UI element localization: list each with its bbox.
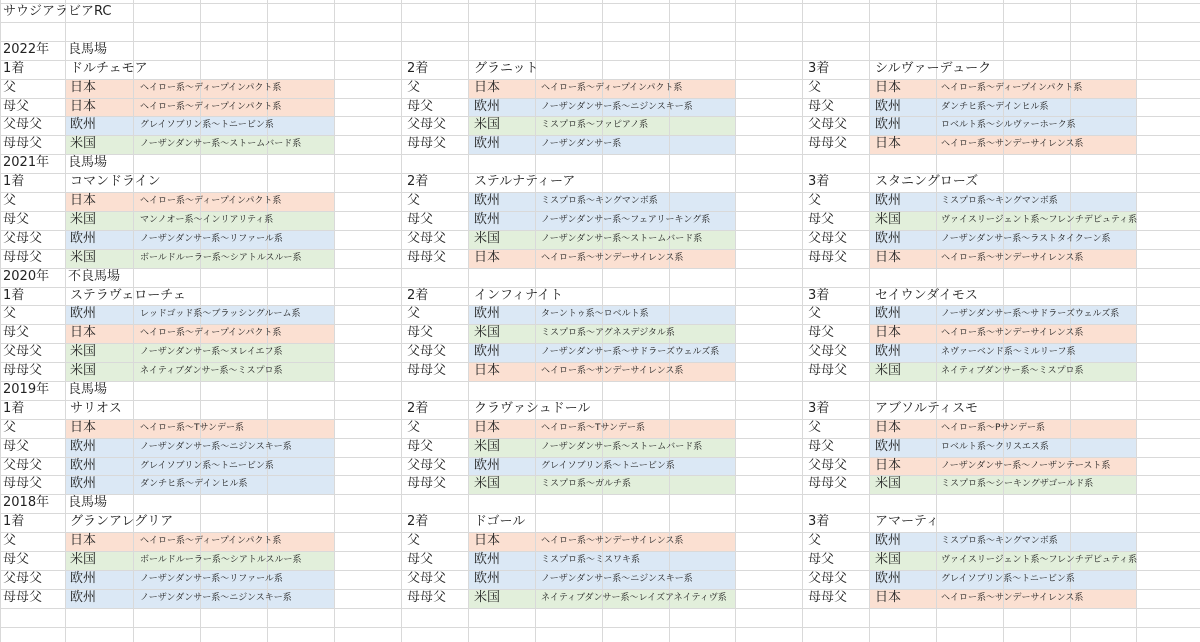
grid-row-line [0,513,1200,514]
region-cell[interactable]: 欧州 [70,231,97,246]
relation-cell[interactable]: 父 [3,420,17,435]
relation-cell[interactable]: 父 [407,193,421,208]
placing-cell[interactable]: 2着 [407,174,429,189]
grid-column-line [0,0,1,642]
sire-line-cell[interactable]: ヘイロー系〜Tサンデー系 [140,423,245,433]
sire-line-cell[interactable]: ダンチヒ系〜デインヒル系 [941,102,1049,112]
horse-name-cell[interactable]: グラニット [474,61,539,76]
horse-name-cell[interactable]: インフィナイト [474,288,564,303]
track-condition-cell[interactable]: 良馬場 [68,382,108,397]
relation-cell[interactable]: 父母父 [407,571,447,586]
grid-column-line [535,0,536,642]
sire-line-cell[interactable]: ノーザンダンサー系〜ニジンスキー系 [140,593,292,603]
relation-cell[interactable]: 母母父 [407,136,447,151]
sire-line-cell[interactable]: ネイティブダンサー系〜ミスプロ系 [941,366,1084,376]
relation-cell[interactable]: 母父 [808,212,835,227]
relation-cell[interactable]: 父 [3,193,17,208]
region-cell[interactable]: 米国 [70,136,97,151]
placing-cell[interactable]: 3着 [808,174,830,189]
relation-cell[interactable]: 父母父 [407,231,447,246]
track-condition-cell[interactable]: 良馬場 [68,495,108,510]
relation-cell[interactable]: 父 [407,420,421,435]
placing-cell[interactable]: 2着 [407,514,429,529]
sire-line-cell[interactable]: ヘイロー系〜サンデーサイレンス系 [941,139,1084,149]
sire-line-cell[interactable]: マンノオー系〜インリアリティ系 [140,215,274,225]
region-cell[interactable]: 米国 [474,231,501,246]
horse-name-cell[interactable]: ドゴール [474,514,526,529]
grid-row-line [0,22,1200,23]
region-cell[interactable]: 米国 [875,363,902,378]
sire-line-cell[interactable]: ミスプロ系〜キングマンボ系 [941,536,1058,546]
horse-name-cell[interactable]: クラヴァシュドール [474,401,591,416]
relation-cell[interactable]: 父母父 [3,231,43,246]
relation-cell[interactable]: 母父 [3,212,30,227]
sire-line-cell[interactable]: ヘイロー系〜ディープインパクト系 [140,83,282,93]
region-cell[interactable]: 欧州 [474,193,501,208]
placing-cell[interactable]: 3着 [808,514,830,529]
region-cell[interactable]: 米国 [474,117,501,132]
region-cell[interactable]: 日本 [474,363,501,378]
placing-cell[interactable]: 2着 [407,61,429,76]
sire-line-cell[interactable]: ヴァイスリージェント系〜フレンチデピュティ系 [941,215,1138,225]
relation-cell[interactable]: 母父 [407,325,434,340]
horse-name-cell[interactable]: シルヴァーデューク [875,61,992,76]
region-cell[interactable]: 日本 [70,325,97,340]
relation-cell[interactable]: 母父 [3,552,30,567]
sire-line-cell[interactable]: ボールドルーラー系〜シアトルスルー系 [140,555,302,565]
relation-cell[interactable]: 父母父 [3,344,43,359]
relation-cell[interactable]: 父 [808,306,822,321]
relation-cell[interactable]: 父母父 [407,458,447,473]
sire-line-cell[interactable]: ノーザンダンサー系〜ノーザンテースト系 [941,461,1111,471]
horse-name-cell[interactable]: コマンドライン [70,174,161,189]
sire-line-cell[interactable]: ノーザンダンサー系 [541,139,622,149]
sire-line-cell[interactable]: ヘイロー系〜サンデーサイレンス系 [541,253,684,263]
relation-cell[interactable]: 母父 [808,552,835,567]
horse-name-cell[interactable]: セイウンダイモス [875,288,978,303]
region-cell[interactable]: 日本 [70,99,97,114]
region-cell[interactable]: 日本 [70,193,97,208]
relation-cell[interactable]: 母父 [407,552,434,567]
sire-line-cell[interactable]: ミスプロ系〜ガルチ系 [541,479,632,489]
grid-row-line [0,3,1200,4]
relation-cell[interactable]: 母母父 [407,590,447,605]
sire-line-cell[interactable]: ヘイロー系〜ディープインパクト系 [541,83,683,93]
region-cell[interactable]: 欧州 [474,212,501,227]
relation-cell[interactable]: 母父 [808,325,835,340]
track-condition-cell[interactable]: 不良馬場 [68,269,121,284]
relation-cell[interactable]: 父 [808,193,822,208]
relation-cell[interactable]: 母母父 [3,590,43,605]
relation-cell[interactable]: 母母父 [808,476,848,491]
grid-row-line [0,268,1200,269]
placing-cell[interactable]: 2着 [407,288,429,303]
region-cell[interactable]: 欧州 [474,458,501,473]
region-cell[interactable]: 欧州 [70,306,97,321]
sire-line-cell[interactable]: ノーザンダンサー系〜フェアリーキング系 [541,215,711,225]
grid-column-line [802,0,803,642]
region-cell[interactable]: 欧州 [70,476,97,491]
year-cell[interactable]: 2018年 [3,495,50,510]
sire-line-cell[interactable]: ノーザンダンサー系〜リファール系 [140,234,283,244]
sire-line-cell[interactable]: ノーザンダンサー系〜サドラーズウェルズ系 [541,347,720,357]
grid-row-line [0,60,1200,61]
region-cell[interactable]: 欧州 [875,117,902,132]
relation-cell[interactable]: 母父 [407,439,434,454]
relation-cell[interactable]: 母母父 [3,476,43,491]
grid-row-line [0,608,1200,609]
region-cell[interactable]: 日本 [70,80,97,95]
region-cell[interactable]: 日本 [875,250,902,265]
horse-name-cell[interactable]: グランアレグリア [70,514,174,529]
region-cell[interactable]: 欧州 [70,117,97,132]
horse-name-cell[interactable]: スタニングローズ [875,174,979,189]
region-cell[interactable]: 米国 [70,344,97,359]
region-cell[interactable]: 日本 [474,533,501,548]
grid-column-line [735,0,736,642]
horse-name-cell[interactable]: ステルナティーア [474,174,576,189]
region-cell[interactable]: 欧州 [474,344,501,359]
relation-cell[interactable]: 父 [3,306,17,321]
region-cell[interactable]: 日本 [875,80,902,95]
relation-cell[interactable]: 母父 [3,439,30,454]
relation-cell[interactable]: 母父 [407,212,434,227]
region-cell[interactable]: 欧州 [875,193,902,208]
horse-name-cell[interactable]: アブソルティスモ [875,401,978,416]
sire-line-cell[interactable]: レッドゴッド系〜ブラッシングルーム系 [140,309,301,319]
relation-cell[interactable]: 父母父 [3,571,43,586]
sire-line-cell[interactable]: ヴァイスリージェント系〜フレンチデピュティ系 [941,555,1138,565]
relation-cell[interactable]: 母母父 [808,590,848,605]
region-cell[interactable]: 欧州 [474,571,501,586]
sire-line-cell[interactable]: ロベルト系〜クリスエス系 [941,442,1049,452]
sire-line-cell[interactable]: ヘイロー系〜ディープインパクト系 [140,102,282,112]
sire-line-cell[interactable]: グレイソブリン系〜トニービン系 [941,574,1075,584]
placing-cell[interactable]: 1着 [3,61,25,76]
region-cell[interactable]: 欧州 [875,306,902,321]
placing-cell[interactable]: 2着 [407,401,429,416]
grid-row-line [0,494,1200,495]
sire-line-cell[interactable]: ノーザンダンサー系〜サドラーズウェルズ系 [941,309,1120,319]
sire-line-cell[interactable]: ノーザンダンサー系〜ラストタイクーン系 [941,234,1111,244]
track-condition-cell[interactable]: 良馬場 [68,42,108,57]
relation-cell[interactable]: 父母父 [808,231,848,246]
sire-line-cell[interactable]: グレイソブリン系〜トニービン系 [541,461,675,471]
relation-cell[interactable]: 父 [3,533,17,548]
relation-cell[interactable]: 母母父 [808,250,848,265]
region-cell[interactable]: 欧州 [70,571,97,586]
relation-cell[interactable]: 母父 [3,325,30,340]
relation-cell[interactable]: 母父 [808,439,835,454]
sire-line-cell[interactable]: ダンチヒ系〜デインヒル系 [140,479,248,489]
region-cell[interactable]: 米国 [875,212,902,227]
sire-line-cell[interactable]: ヘイロー系〜Tサンデー系 [541,423,646,433]
year-cell[interactable]: 2020年 [3,269,50,284]
sire-line-cell[interactable]: ネイティブダンサー系〜ミスプロ系 [140,366,283,376]
year-cell[interactable]: 2022年 [3,42,50,57]
sire-line-cell[interactable]: ノーザンダンサー系〜ストームバード系 [541,234,703,244]
sire-line-cell[interactable]: ヘイロー系〜サンデーサイレンス系 [941,253,1084,263]
grid-column-line [468,0,469,642]
region-cell[interactable]: 欧州 [70,458,97,473]
grid-column-line [936,0,937,642]
sire-line-cell[interactable]: ヘイロー系〜サンデーサイレンス系 [541,536,684,546]
grid-column-line [401,0,402,642]
relation-cell[interactable]: 母母父 [407,476,447,491]
grid-column-line [334,0,335,642]
region-cell[interactable]: 米国 [70,250,97,265]
relation-cell[interactable]: 父母父 [3,458,43,473]
relation-cell[interactable]: 母母父 [808,363,848,378]
relation-cell[interactable]: 母父 [407,99,434,114]
region-cell[interactable]: 日本 [474,420,501,435]
region-cell[interactable]: 欧州 [474,136,501,151]
sire-line-cell[interactable]: ヘイロー系〜Pサンデー系 [941,423,1045,433]
region-cell[interactable]: 欧州 [875,533,902,548]
relation-cell[interactable]: 母母父 [808,136,848,151]
sire-line-cell[interactable]: ミスプロ系〜アグネスデジタル系 [541,328,675,338]
year-cell[interactable]: 2019年 [3,382,50,397]
relation-cell[interactable]: 父母父 [3,117,43,132]
region-cell[interactable]: 日本 [70,420,97,435]
region-cell[interactable]: 日本 [875,590,902,605]
relation-cell[interactable]: 父 [407,80,421,95]
relation-cell[interactable]: 母父 [808,99,835,114]
relation-cell[interactable]: 母母父 [3,136,43,151]
relation-cell[interactable]: 父 [407,533,421,548]
sire-line-cell[interactable]: ミスプロ系〜キングマンボ系 [541,196,658,206]
sire-line-cell[interactable]: ノーザンダンサー系〜ニジンスキー系 [140,442,292,452]
region-cell[interactable]: 欧州 [875,231,902,246]
grid-row-line [0,154,1200,155]
region-cell[interactable]: 欧州 [474,306,501,321]
grid-row-line [0,627,1200,628]
region-cell[interactable]: 米国 [875,476,902,491]
sire-line-cell[interactable]: ミスプロ系〜キングマンボ系 [941,196,1058,206]
grid-row-line [0,173,1200,174]
sire-line-cell[interactable]: ノーザンダンサー系〜リファール系 [140,574,283,584]
region-cell[interactable]: 米国 [474,476,501,491]
relation-cell[interactable]: 母母父 [407,363,447,378]
horse-name-cell[interactable]: ステラヴェローチェ [70,288,186,303]
region-cell[interactable]: 日本 [474,250,501,265]
region-cell[interactable]: 米国 [474,325,501,340]
grid-column-line [869,0,870,642]
relation-cell[interactable]: 父母父 [407,344,447,359]
grid-column-line [65,0,66,642]
region-cell[interactable]: 欧州 [875,344,902,359]
grid-row-line [0,381,1200,382]
relation-cell[interactable]: 母母父 [3,363,43,378]
sire-line-cell[interactable]: グレイソブリン系〜トニービン系 [140,120,274,130]
region-cell[interactable]: 欧州 [474,99,501,114]
sire-line-cell[interactable]: ノーザンダンサー系〜ニジンスキー系 [541,102,693,112]
region-cell[interactable]: 米国 [70,212,97,227]
placing-cell[interactable]: 3着 [808,288,830,303]
relation-cell[interactable]: 父 [3,80,17,95]
sire-line-cell[interactable]: ヘイロー系〜ディープインパクト系 [140,196,282,206]
sire-line-cell[interactable]: ノーザンダンサー系〜ストームバード系 [140,139,302,149]
relation-cell[interactable]: 父 [407,306,421,321]
horse-name-cell[interactable]: サリオス [70,401,122,416]
placing-cell[interactable]: 1着 [3,174,25,189]
sheet-title[interactable]: サウジアラビアRC [3,4,112,19]
region-cell[interactable]: 欧州 [875,439,902,454]
region-cell[interactable]: 日本 [875,136,902,151]
placing-cell[interactable]: 1着 [3,401,25,416]
region-cell[interactable]: 日本 [875,325,902,340]
sire-line-cell[interactable]: ノーザンダンサー系〜ニジンスキー系 [541,574,693,584]
sire-line-cell[interactable]: ヘイロー系〜サンデーサイレンス系 [941,593,1084,603]
sire-line-cell[interactable]: ヘイロー系〜ディープインパクト系 [941,83,1083,93]
horse-name-cell[interactable]: ドルチェモア [70,61,148,76]
region-cell[interactable]: 米国 [70,552,97,567]
sire-line-cell[interactable]: ヘイロー系〜ディープインパクト系 [140,328,282,338]
placing-cell[interactable]: 1着 [3,514,25,529]
region-cell[interactable]: 米国 [474,590,501,605]
relation-cell[interactable]: 父母父 [808,458,848,473]
year-cell[interactable]: 2021年 [3,155,50,170]
sire-line-cell[interactable]: ネイティブダンサー系〜レイズアネイティヴ系 [541,593,727,603]
grid-column-line [1136,0,1137,642]
sire-line-cell[interactable]: ノーザンダンサー系〜ヌレイエフ系 [140,347,283,357]
relation-cell[interactable]: 父母父 [808,117,848,132]
relation-cell[interactable]: 父母父 [808,571,848,586]
sire-line-cell[interactable]: ミスプロ系〜ファピアノ系 [541,120,649,130]
horse-name-cell[interactable]: アマーティ [875,514,939,529]
region-cell[interactable]: 欧州 [875,571,902,586]
relation-cell[interactable]: 父母父 [407,117,447,132]
sire-line-cell[interactable]: ロベルト系〜シルヴァーホーク系 [941,120,1076,130]
region-cell[interactable]: 米国 [875,552,902,567]
region-cell[interactable]: 米国 [474,439,501,454]
grid-row-line [0,400,1200,401]
relation-cell[interactable]: 父 [808,80,822,95]
sire-line-cell[interactable]: ミスプロ系〜ミスワキ系 [541,555,641,565]
placing-cell[interactable]: 3着 [808,401,830,416]
relation-cell[interactable]: 父母父 [808,344,848,359]
region-cell[interactable]: 欧州 [70,439,97,454]
sire-line-cell[interactable]: ノーザンダンサー系〜ストームバード系 [541,442,703,452]
sire-line-cell[interactable]: ネヴァーベンド系〜ミルリーフ系 [941,347,1076,357]
region-cell[interactable]: 日本 [70,533,97,548]
sire-line-cell[interactable]: ヘイロー系〜サンデーサイレンス系 [541,366,684,376]
relation-cell[interactable]: 母父 [3,99,30,114]
sire-line-cell[interactable]: ヘイロー系〜ディープインパクト系 [140,536,282,546]
grid-row-line [0,41,1200,42]
relation-cell[interactable]: 父 [808,420,822,435]
sire-line-cell[interactable]: ミスプロ系〜シーキングザゴールド系 [941,479,1094,489]
region-cell[interactable]: 日本 [474,80,501,95]
region-cell[interactable]: 欧州 [875,99,902,114]
region-cell[interactable]: 日本 [875,420,902,435]
placing-cell[interactable]: 1着 [3,288,25,303]
sire-line-cell[interactable]: グレイソブリン系〜トニービン系 [140,461,274,471]
region-cell[interactable]: 米国 [70,363,97,378]
relation-cell[interactable]: 父 [808,533,822,548]
sire-line-cell[interactable]: ボールドルーラー系〜シアトルスルー系 [140,253,302,263]
relation-cell[interactable]: 母母父 [407,250,447,265]
region-cell[interactable]: 日本 [875,458,902,473]
grid-column-line [133,0,134,642]
region-cell[interactable]: 欧州 [474,552,501,567]
track-condition-cell[interactable]: 良馬場 [68,155,108,170]
sire-line-cell[interactable]: ターントゥ系〜ロベルト系 [541,309,649,319]
sire-line-cell[interactable]: ヘイロー系〜サンデーサイレンス系 [941,328,1084,338]
relation-cell[interactable]: 母母父 [3,250,43,265]
placing-cell[interactable]: 3着 [808,61,830,76]
region-cell[interactable]: 欧州 [70,590,97,605]
